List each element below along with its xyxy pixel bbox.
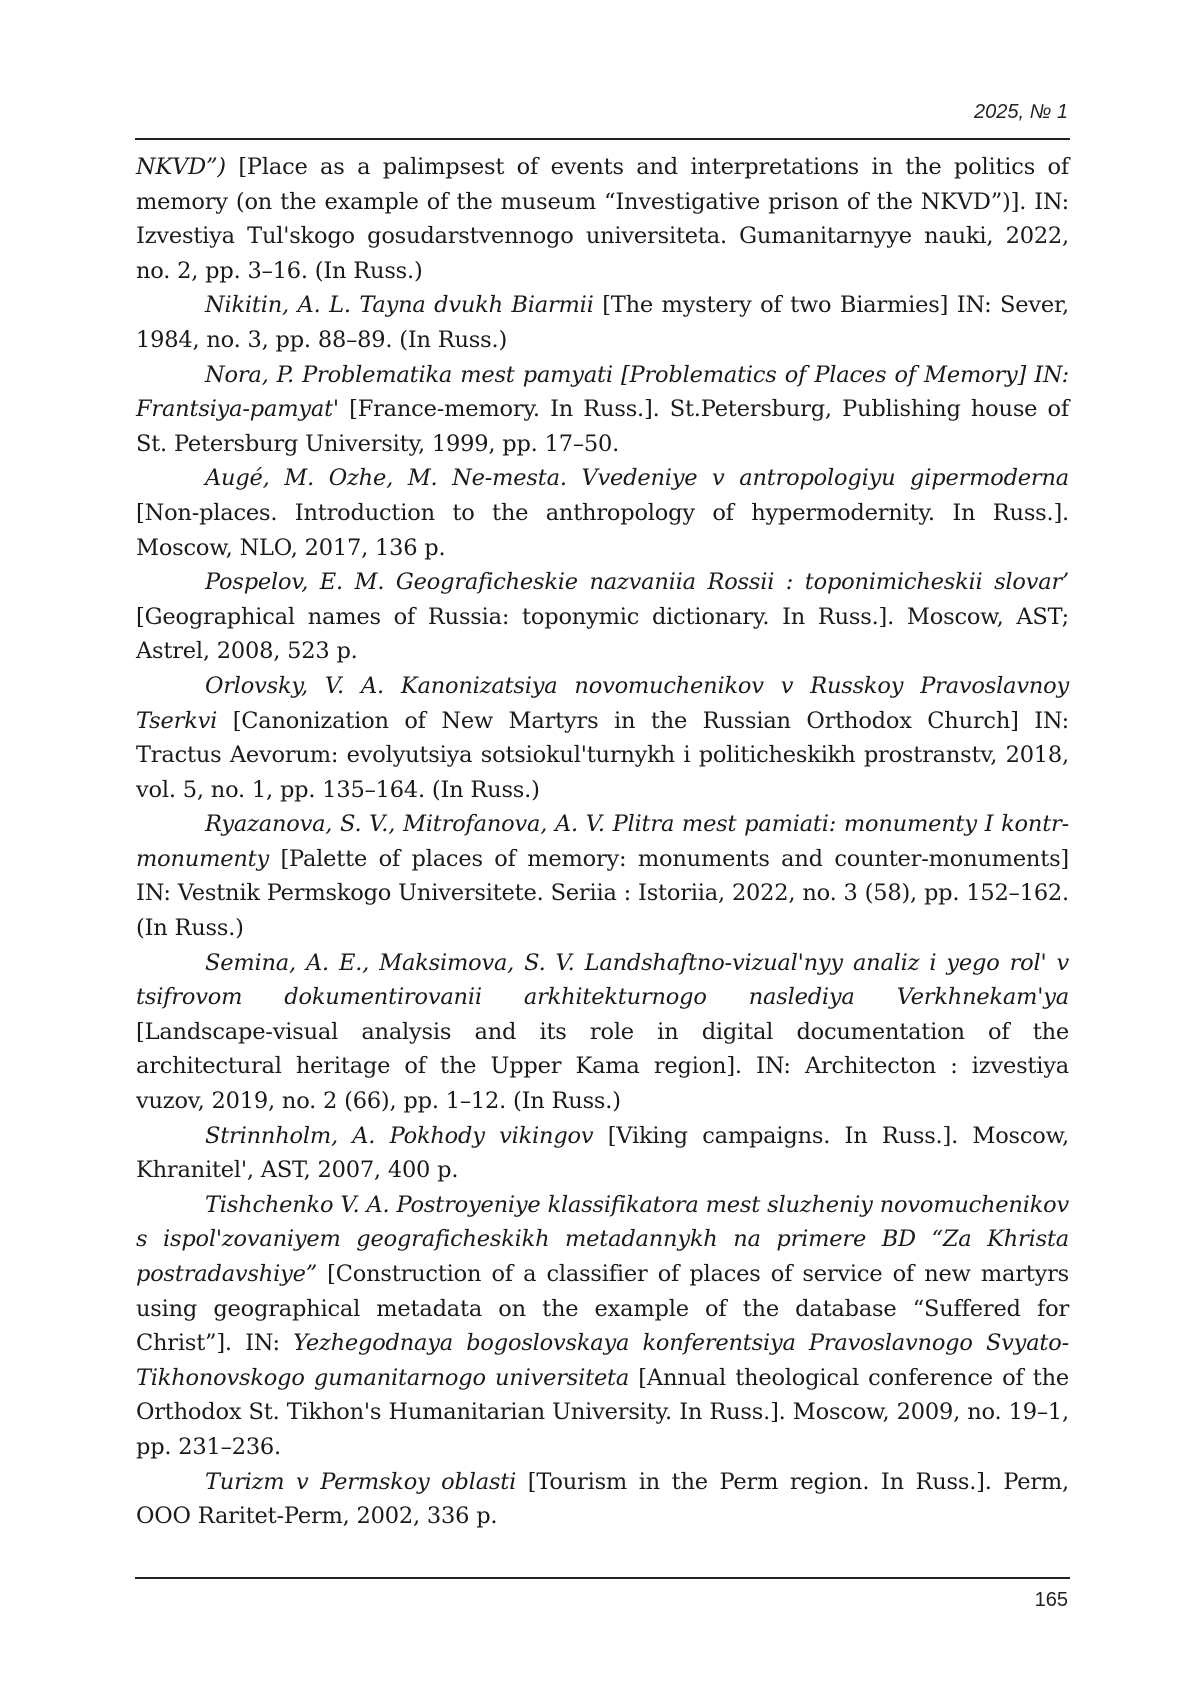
reference-details: [Tourism in the Perm region. In Russ.]. Perm, OOO Raritet-Perm, 2002, 336 p. xyxy=(136,1468,1070,1530)
reference-entry xyxy=(136,358,1069,462)
reference-list xyxy=(136,150,1069,1534)
reference-details: [Canonization of New Martyrs in the Russian Orthodox Church] IN: Tractus Aevorum: evolyutsiya sotsiokul'turnykh i politicheskikh prostranstv, 2018, vol. 5, no. 1, pp. 135–164. (In Russ.) xyxy=(136,707,1069,803)
footer-rule xyxy=(135,1577,1070,1579)
reference-details: [Non-places. Introduction to the anthropology of hypermodernity. In Russ.]. Moscow, NLO, 2017, 136 p. xyxy=(136,499,1069,561)
reference-details: [Palette of places of memory: monuments and counter-monuments] IN: Vestnik Permskogo Universitete. Seriia : Istoriia, 2022, no. 3 (58), pp. 152–162. (In Russ.) xyxy=(136,845,1069,942)
reference-entry xyxy=(136,1188,1069,1465)
reference-title: Strinnholm, A. Pokhody vikingov xyxy=(205,1122,594,1149)
reference-title: Yezhegodnaya bogoslovskaya konferentsiya Pravoslavnogo Svyato-Tikhonovskogo gumanitarnogo universiteta xyxy=(136,1330,1070,1391)
reference-entry xyxy=(136,288,1069,357)
reference-details: [Viking campaigns. In Russ.]. Moscow, Khranitel', AST, 2007, 400 p. xyxy=(136,1122,1069,1184)
reference-entry xyxy=(136,1465,1069,1534)
reference-title: Nikitin, A. L. Tayna dvukh Biarmii xyxy=(205,292,594,319)
reference-title: Augé, M. Ozhe, M. Ne-mesta. Vvedeniye v antropologiyu gipermoderna xyxy=(205,465,1069,492)
reference-entry xyxy=(136,565,1069,669)
reference-entry xyxy=(136,807,1069,945)
page-number: 165 xyxy=(1034,1589,1068,1611)
reference-title: Orlovsky, V. A. Kanonizatsiya novomuchenikov v Russkoy Pravoslavnoy Tserkvi xyxy=(136,672,1069,734)
reference-title: Semina, A. E., Maksimova, S. V. Landshaftno-vizual'nyy analiz i yego rol' v tsifrovom dokumentirovanii arkhitekturnogo naslediya Verkhnekam'ya xyxy=(136,949,1069,1011)
header-rule xyxy=(135,138,1070,140)
reference-title: Nora, P. Problematika mest pamyati [Problematics of Places of Memory] IN: Frantsiya-pamyat' xyxy=(136,361,1069,423)
reference-title: Ryazanova, S. V., Mitrofanova, A. V. Plitra mest pamiati: monumenty I kontr-monumenty xyxy=(136,811,1069,872)
reference-entry xyxy=(136,461,1069,565)
reference-entry xyxy=(136,946,1069,1119)
reference-entry xyxy=(136,1119,1069,1188)
journal-issue: 2025, № 1 xyxy=(974,101,1068,123)
reference-details: [France-memory. In Russ.]. St.Petersburg, Publishing house of St. Petersburg University, 1999, pp. 17–50. xyxy=(136,396,1069,457)
reference-details: [Annual theological conference of the Orthodox St. Tikhon's Humanitarian University. In Russ.]. Moscow, 2009, no. 19–1, pp. 231–236. xyxy=(136,1364,1069,1460)
reference-title: Turizm v Permskoy oblasti xyxy=(205,1468,517,1495)
reference-details: [Construction of a classifier of places of service of new martyrs using geographical metadata on the example of the database “Suffered for Christ”]. IN: xyxy=(136,1261,1069,1357)
reference-title: NKVD”) xyxy=(136,154,226,180)
reference-details: [The mystery of two Biarmies] IN: Sever, 1984, no. 3, pp. 88–89. (In Russ.) xyxy=(136,292,1069,353)
reference-details: [Geographical names of Russia: toponymic dictionary. In Russ.]. Moscow, AST; Astrel, 2008, 523 p. xyxy=(136,603,1069,665)
reference-title: Pospelov, E. M. Geograficheskie nazvaniia Rossii : toponimicheskii slovar’ xyxy=(205,569,1069,596)
reference-entry xyxy=(136,669,1069,807)
reference-title: Tishchenko V. A. Postroyeniye klassifikatora mest sluzheniy novomuchenikov s ispol'zovaniyem geograficheskikh metadannykh na primere BD “Za Khrista postradavshiye” xyxy=(136,1191,1069,1287)
reference-entry xyxy=(136,150,1069,288)
reference-details: [Place as a palimpsest of events and interpretations in the politics of memory (on the example of the museum “Investigative prison of the NKVD”)]. IN: Izvestiya Tul'skogo gosudarstvennogo universiteta. Gumanitarnyye nauki, 2022, no. 2, pp. 3–16. (In Russ.) xyxy=(136,154,1069,284)
reference-details: [Landscape-visual analysis and its role in digital documentation of the architectural heritage of the Upper Kama region]. IN: Architecton : izvestiya vuzov, 2019, no. 2 (66), pp. 1–12. (In Russ.) xyxy=(136,1018,1069,1115)
